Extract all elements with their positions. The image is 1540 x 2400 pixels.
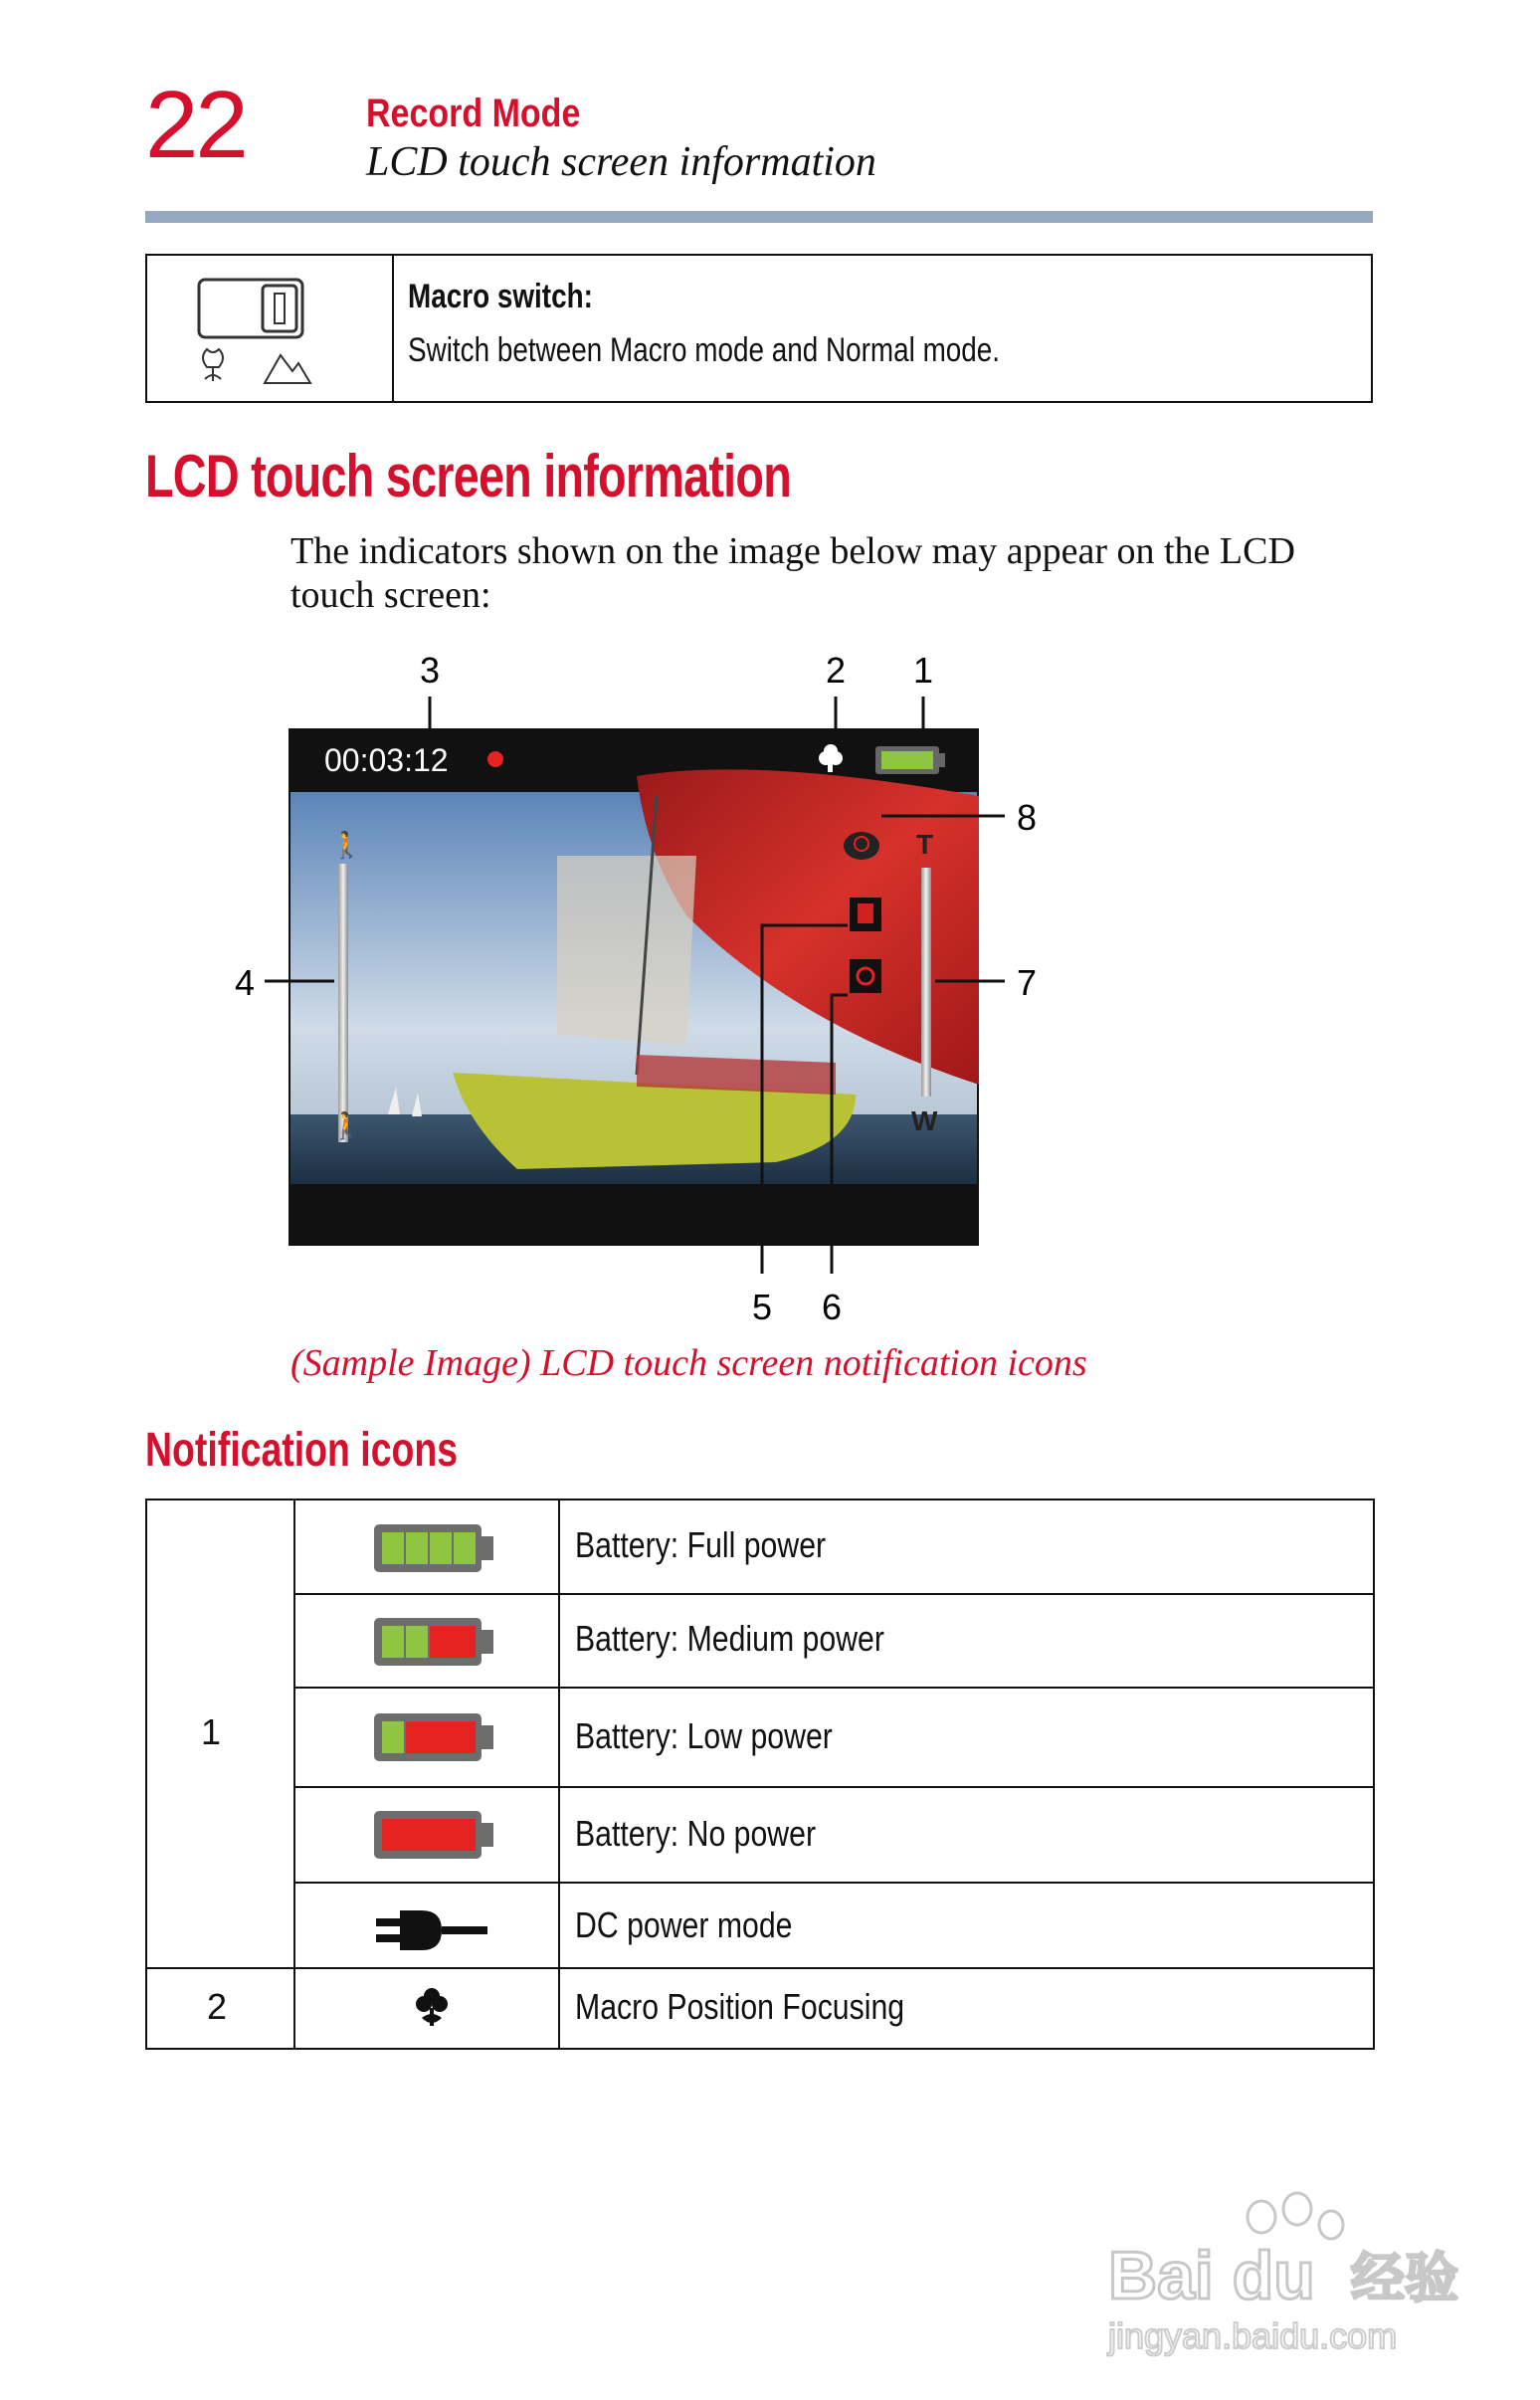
- page-number: 22: [145, 72, 246, 178]
- intro-line-1: The indicators shown on the image below may appear on the LCD: [290, 530, 1295, 572]
- flower-icon: [203, 349, 223, 381]
- mountain-icon: [265, 355, 310, 383]
- intro-paragraph: [290, 529, 1385, 617]
- snail-icon: [844, 832, 879, 860]
- callout-6: 6: [822, 1287, 843, 1327]
- zoom-bar-right: [921, 868, 931, 1097]
- battery-empty-icon: [374, 1811, 493, 1859]
- callout-2: 2: [826, 650, 847, 691]
- dc-power-label: DC power mode: [575, 1904, 793, 1945]
- section-subtitle: LCD touch screen information: [366, 139, 876, 185]
- battery-full-label: Battery: Full power: [575, 1524, 827, 1565]
- main-sail: [557, 856, 696, 1045]
- macro-switch-icon: [147, 256, 392, 401]
- battery-low-label: Battery: Low power: [575, 1715, 833, 1756]
- figure-caption: (Sample Image) LCD touch screen notification icons: [290, 1342, 1087, 1384]
- battery-medium-icon: [374, 1618, 493, 1666]
- battery-indicator-icon: [875, 746, 945, 774]
- intro-line-2: touch screen:: [290, 574, 491, 616]
- table-grid: [145, 1499, 1375, 2050]
- notification-icons-heading: Notification icons: [145, 1424, 459, 1477]
- macro-flower-icon: [416, 1988, 448, 2026]
- row-number-2: 2: [207, 1986, 228, 2027]
- chapter-title: Record Mode: [366, 92, 581, 135]
- person-near-icon: 🚶: [330, 1110, 363, 1140]
- battery-full-icon: [374, 1524, 493, 1572]
- callout-1: 1: [913, 650, 934, 691]
- callout-7: 7: [1017, 962, 1038, 1003]
- macro-focus-label: Macro Position Focusing: [575, 1986, 905, 2027]
- baidu-watermark: [1102, 2189, 1460, 2368]
- dc-plug-icon: [376, 1910, 487, 1950]
- section-heading: LCD touch screen information: [145, 443, 792, 509]
- timecode: 00:03:12: [324, 742, 449, 778]
- lcd-diagram: [0, 637, 1540, 1333]
- row-number-1: 1: [201, 1711, 222, 1752]
- header-rule: [145, 211, 1373, 223]
- white-balance-icon: [850, 959, 881, 993]
- battery-low-icon: [374, 1713, 493, 1761]
- zoom-wide-label: W: [911, 1105, 938, 1136]
- battery-empty-label: Battery: No power: [575, 1813, 817, 1854]
- notification-icons-table: [145, 1499, 1375, 2050]
- callout-8: 8: [1017, 797, 1038, 838]
- watermark-url: jingyan.baidu.com: [1108, 2315, 1398, 2356]
- callout-5: 5: [752, 1287, 773, 1327]
- person-far-icon: 🚶: [330, 830, 363, 860]
- watermark-brand-cn: 经验: [1351, 2247, 1458, 2309]
- macro-switch-title: Macro switch:: [408, 278, 593, 315]
- macro-switch-table: [145, 254, 1373, 403]
- macro-switch-icon-cell: [147, 256, 394, 401]
- battery-medium-label: Battery: Medium power: [575, 1618, 884, 1659]
- callout-3: 3: [420, 650, 441, 691]
- recording-dot-icon: [487, 751, 503, 767]
- callout-4: 4: [235, 962, 256, 1003]
- macro-switch-description: Switch between Macro mode and Normal mode.: [408, 331, 1001, 369]
- watermark-brand: Bai du: [1108, 2238, 1315, 2313]
- zoom-tele-label: T: [916, 829, 934, 860]
- zoom-bar-left: [338, 864, 348, 1142]
